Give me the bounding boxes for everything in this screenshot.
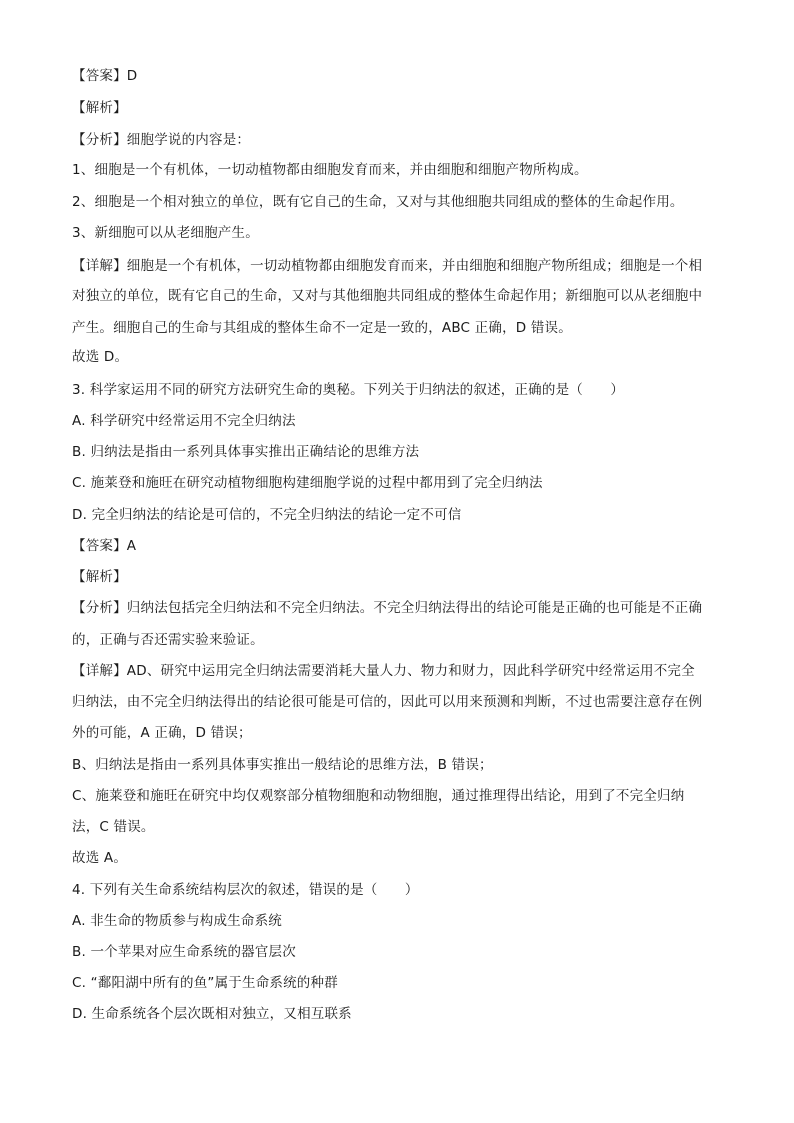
question-4-option-a: A. 非生命的物质参与构成生命系统 xyxy=(72,913,282,929)
question-3-option-a: A. 科学研究中经常运用不完全归纳法 xyxy=(72,413,296,429)
analysis-label: 【解析】 xyxy=(72,569,127,585)
detail-b: B、归纳法是指由一系列具体事实推出一般结论的思维方法，B 错误； xyxy=(72,757,493,773)
analysis-text: 【分析】细胞学说的内容是： xyxy=(72,132,251,148)
detail-text-line-3: 外的可能，A 正确，D 错误； xyxy=(72,725,252,741)
question-3-stem: 3. 科学家运用不同的研究方法研究生命的奥秘。下列关于归纳法的叙述，正确的是（ ） xyxy=(72,382,625,398)
analysis-label: 【解析】 xyxy=(72,100,127,116)
conclusion: 故选 A。 xyxy=(72,850,128,866)
detail-text-line-2: 归纳法，由不完全归纳法得出的结论很可能是可信的，因此可以用来预测和判断，不过也需要注意存在例 xyxy=(72,694,703,710)
question-3-option-c: C. 施莱登和施旺在研究动植物细胞构建细胞学说的过程中都用到了完全归纳法 xyxy=(72,475,543,491)
analysis-text-line-1: 【分析】归纳法包括完全归纳法和不完全归纳法。不完全归纳法得出的结论可能是正确的也可能是不正确 xyxy=(72,600,703,616)
question-4-stem: 4. 下列有关生命系统结构层次的叙述，错误的是（ ） xyxy=(72,882,419,898)
theory-point-1: 1、细胞是一个有机体，一切动植物都由细胞发育而来，并由细胞和细胞产物所构成。 xyxy=(72,162,588,178)
question-4-option-c: C. “鄱阳湖中所有的鱼”属于生命系统的种群 xyxy=(72,975,338,991)
question-3-option-b: B. 归纳法是指由一系列具体事实推出正确结论的思维方法 xyxy=(72,444,420,460)
question-4-option-d: D. 生命系统各个层次既相对独立，又相互联系 xyxy=(72,1006,352,1022)
theory-point-2: 2、细胞是一个相对独立的单位，既有它自己的生命，又对与其他细胞共同组成的整体的生命起作用。 xyxy=(72,194,684,210)
detail-text-line-1: 【详解】细胞是一个有机体，一切动植物都由细胞发育而来，并由细胞和细胞产物所组成；细胞是一个相 xyxy=(72,258,703,274)
detail-text-line-3: 产生。细胞自己的生命与其组成的整体生命不一定是一致的，ABC 正确，D 错误。 xyxy=(72,320,572,336)
analysis-text-line-2: 的，正确与否还需实验来验证。 xyxy=(72,632,264,648)
question-4-option-b: B. 一个苹果对应生命系统的器官层次 xyxy=(72,944,296,960)
detail-c-line-2: 法，C 错误。 xyxy=(72,819,155,835)
detail-text-line-2: 对独立的单位，既有它自己的生命，又对与其他细胞共同组成的整体生命起作用；新细胞可以从老细胞中 xyxy=(72,288,703,304)
answer-label: 【答案】D xyxy=(72,68,138,84)
detail-text-line-1: 【详解】AD、研究中运用完全归纳法需要消耗大量人力、物力和财力，因此科学研究中经常运用不完全 xyxy=(72,663,695,679)
theory-point-3: 3、新细胞可以从老细胞产生。 xyxy=(72,225,259,241)
conclusion: 故选 D。 xyxy=(72,349,129,365)
answer-label: 【答案】A xyxy=(72,538,137,554)
question-3-option-d: D. 完全归纳法的结论是可信的，不完全归纳法的结论一定不可信 xyxy=(72,507,462,523)
detail-c-line-1: C、施莱登和施旺在研究中均仅观察部分植物细胞和动物细胞，通过推理得出结论，用到了不完全归纳 xyxy=(72,788,685,804)
